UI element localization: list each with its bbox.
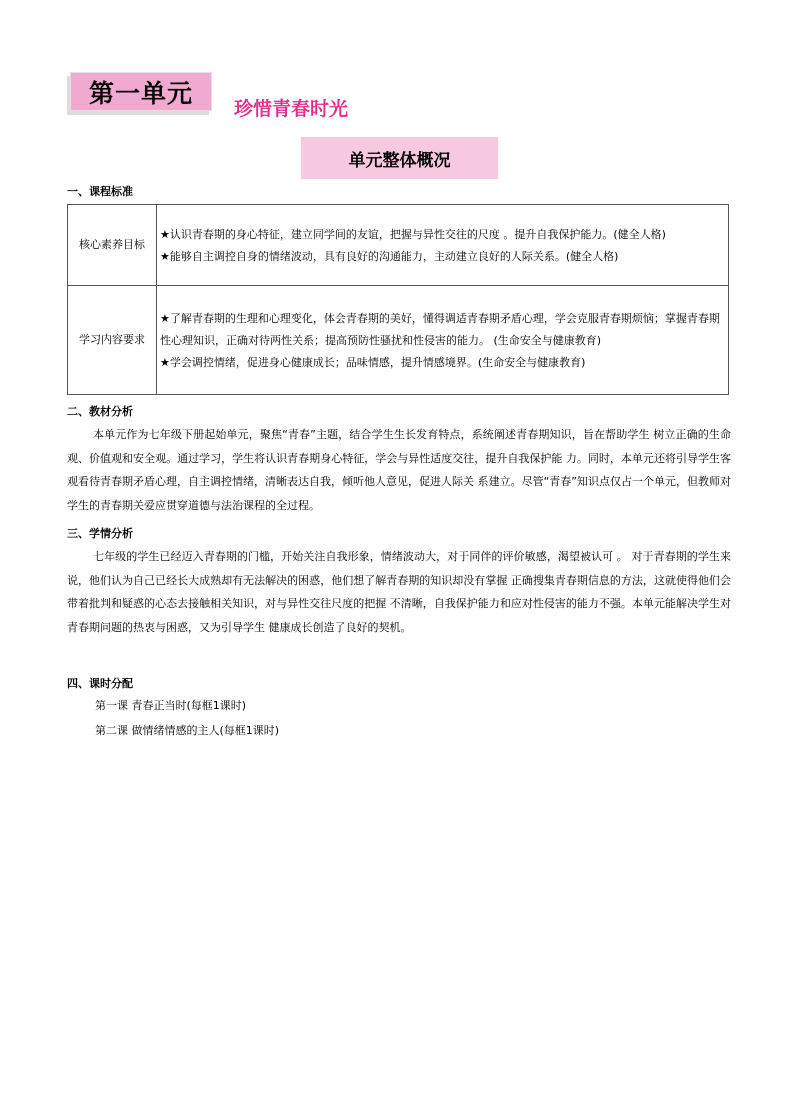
textbook-analysis-paragraph: 本单元作为七年级下册起始单元，聚焦“青春”主题，结合学生生长发育特点，系统阐述青春期知识，旨在帮助学生 树立正确的生命观、价值观和安全观。通过学习，学生将认识青春期身心特征，学会与异性适度交往，提升自我保护能 力。同时，本单元还将引导学生客观看待青春期矛盾心理，自主调控情绪，清晰表达自我，倾听他人意见，促进人际关 系建立。尽管“青春”知识点仅占一个单元，但教师对学生的青春期关爱应贯穿道德与法治课程的全过程。 — [67, 428, 731, 512]
unit-badge: 第一单元 — [70, 72, 212, 111]
section-heading-lessons: 四、课时分配 — [67, 677, 133, 690]
overview-title: 单元整体概况 — [301, 137, 498, 179]
list-item: ★能够自主调控自身的情绪波动，具有良好的沟通能力，主动建立良好的人际关系。(健全人格) — [160, 250, 619, 263]
list-item: ★了解青春期的生理和心理变化，体会青春期的美好，懂得调适青春期矛盾心理，学会克服青春期烦恼；掌握青春期性心理知识，正确对待两性关系；提高预防性骚扰和性侵害的能力。 (生命安全与健康教育) — [160, 312, 720, 347]
lesson-item: 第二课 做情绪情感的主人(每框1课时) — [95, 724, 280, 737]
student-analysis-paragraph: 七年级的学生已经迈入青春期的门槛，开始关注自我形象，情绪波动大，对于同伴的评价敏感，渴望被认可 。 对于青春期的学生来说，他们认为自己已经长大成熟却有无法解决的困惑，他们想了解青春期的知识却没有掌握 正确搜集青春期信息的方法，这就使得他们会带着批判和疑惑的心态去接触相关知识，对与异性交往尺度的把握 不清晰，自我保护能力和应对性侵害的能力不强。本单元能解决学生对青春期问题的热衷与困惑，又为引导学生 健康成长创造了良好的契机。 — [67, 550, 731, 634]
section-heading-textbook: 二、教材分析 — [67, 405, 133, 418]
section-heading-standards: 一、课程标准 — [67, 185, 133, 198]
section-heading-students: 三、学情分析 — [67, 527, 133, 540]
standards-table — [67, 204, 729, 395]
lesson-item: 第一课 青春正当时(每框1课时) — [95, 699, 247, 712]
list-item: ★认识青春期的身心特征，建立同学间的友谊，把握与异性交往的尺度 。提升自我保护能力。(健全人格) — [160, 228, 666, 241]
table-row — [68, 286, 729, 395]
row-label-core-goals: 核心素养目标 — [68, 205, 157, 286]
row-content-core-goals — [157, 205, 729, 286]
list-item: ★学会调控情绪，促进身心健康成长；品味情感，提升情感境界。(生命安全与健康教育) — [160, 356, 586, 369]
unit-title: 珍惜青春时光 — [234, 98, 349, 120]
row-content-learning-content — [157, 286, 729, 395]
row-label-learning-content: 学习内容要求 — [68, 286, 157, 395]
table-row — [68, 205, 729, 286]
